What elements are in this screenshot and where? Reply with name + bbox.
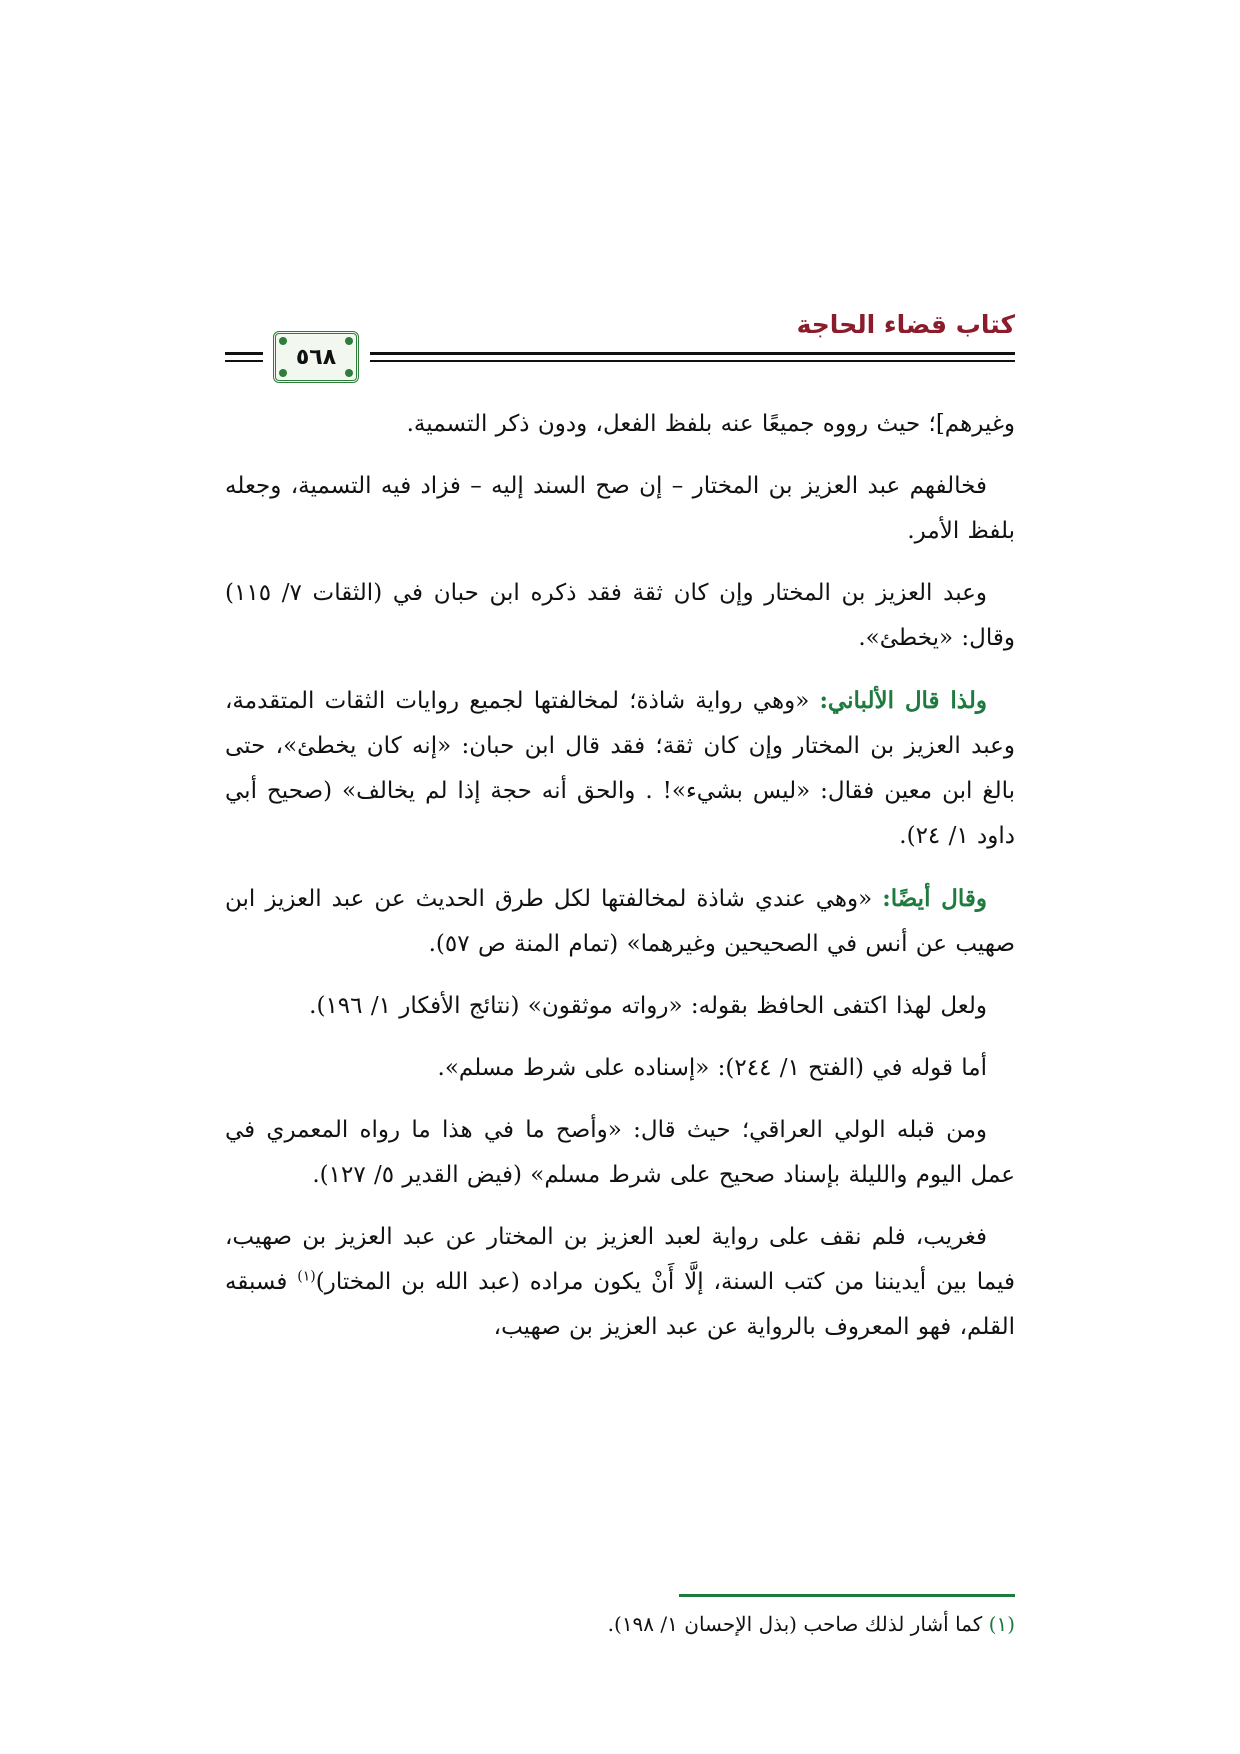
paragraph-lead: وقال أيضًا:	[882, 885, 987, 912]
page-number: ٥٦٨	[295, 344, 337, 370]
paragraph-text: فسبقه القلم، فهو المعروف بالرواية عن عبد العزيز بن صهيب،	[225, 1269, 1015, 1340]
paragraph	[225, 464, 1015, 554]
paragraph-text: ومن قبله الولي العراقي؛ حيث قال: «وأصح ما في هذا ما رواه المعمري في عمل اليوم والليلة بإسناد صحيح على شرط مسلم» (فيض القدير ٥/ ١٢٧).	[225, 1117, 1015, 1188]
page-header	[225, 310, 1015, 390]
paragraph-text: وغيرهم]؛ حيث رووه جميعًا عنه بلفظ الفعل، ودون ذكر التسمية.	[406, 411, 1015, 437]
footnote-number: (١)	[988, 1612, 1015, 1636]
ornament-icon	[279, 337, 287, 345]
header-rule	[370, 360, 1015, 362]
ornament-icon	[279, 369, 287, 377]
paragraph-text: وعبد العزيز بن المختار وإن كان ثقة فقد ذكره ابن حبان في (الثقات ٧/ ١١٥) وقال: «يخطئ».	[225, 580, 1015, 651]
main-text	[225, 402, 1015, 1367]
ornament-icon	[345, 369, 353, 377]
paragraph	[225, 876, 1015, 967]
paragraph-text: أما قوله في (الفتح ١/ ٢٤٤): «إسناده على شرط مسلم».	[437, 1055, 987, 1081]
paragraph	[225, 678, 1015, 859]
paragraph	[225, 1215, 1015, 1350]
paragraph-text: فخالفهم عبد العزيز بن المختار – إن صح السند إليه – فزاد فيه التسمية، وجعله بلفظ الأمر.	[225, 473, 1015, 544]
footnote	[225, 1607, 1015, 1641]
page-number-frame	[273, 331, 359, 383]
header-rule	[225, 360, 263, 362]
running-title: كتاب قضاء الحاجة	[796, 310, 1015, 339]
paragraph	[225, 984, 1015, 1029]
footnote-marker[interactable]: (١)	[297, 1268, 316, 1285]
footnote-divider	[679, 1594, 1015, 1597]
paragraph	[225, 402, 1015, 447]
header-rule	[370, 352, 1015, 355]
ornament-icon	[345, 337, 353, 345]
paragraph-text: فغريب، فلم نقف على رواية لعبد العزيز بن المختار عن عبد العزيز بن صهيب، فيما بين أيديننا من كتب السنة، إلَّا أَنْ يكون مراده (عبد الله بن المختار)	[225, 1224, 1015, 1295]
paragraph	[225, 571, 1015, 661]
footnote-text: كما أشار لذلك صاحب (بذل الإحسان ١/ ١٩٨).	[607, 1612, 989, 1636]
header-rule	[225, 352, 263, 355]
paragraph	[225, 1108, 1015, 1198]
paragraph-text: «وهي رواية شاذة؛ لمخالفتها لجميع روايات الثقات المتقدمة، وعبد العزيز بن المختار وإن كان ثقة؛ فقد قال ابن حبان: «إنه كان يخطئ»، حتى بالغ ابن معين فقال: «ليس بشيء»! . والحق أنه حجة إذا لم يخالف» (صحيح أبي داود ١/ ٢٤).	[225, 688, 1015, 849]
paragraph-text: «وهي عندي شاذة لمخالفتها لكل طرق الحديث عن عبد العزيز ابن صهيب عن أنس في الصحيحين وغيرهما» (تمام المنة ص ٥٧).	[225, 886, 1015, 957]
paragraph-lead: ولذا قال الألباني:	[819, 687, 987, 714]
paragraph	[225, 1046, 1015, 1091]
paragraph-text: ولعل لهذا اكتفى الحافظ بقوله: «رواته موثقون» (نتائج الأفكار ١/ ١٩٦).	[309, 993, 987, 1019]
